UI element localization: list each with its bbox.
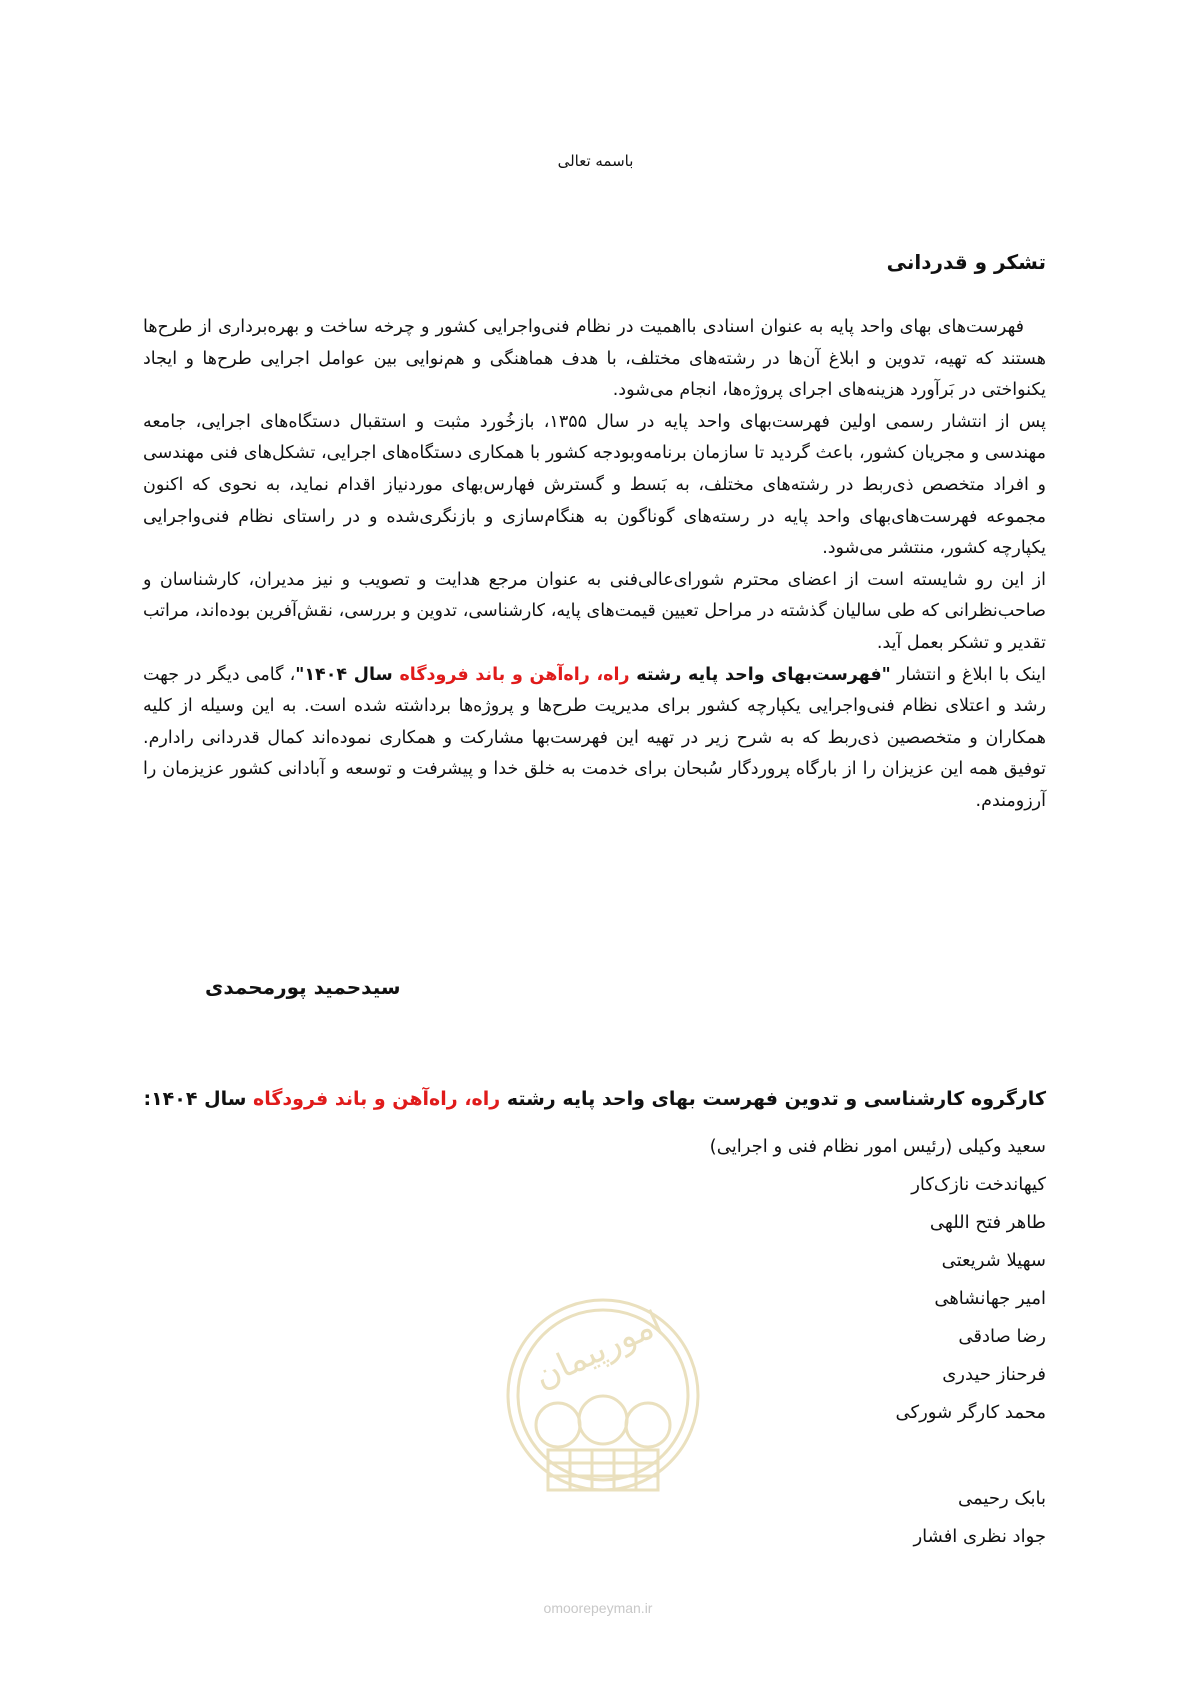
basmala: باسمه تعالی xyxy=(557,152,634,170)
team-member: سعید وکیلی (رئیس امور نظام فنی و اجرایی) xyxy=(709,1136,1046,1157)
signature-name: سیدحمید پورمحمدی xyxy=(205,975,401,999)
page-title: تشکر و قدردانی xyxy=(886,250,1046,274)
team-member: طاهر فتح اللهی xyxy=(929,1212,1046,1233)
paragraph-4-rest: ، گامی دیگر در جهت رشد و اعتلای نظام فنی‌واجرایی یکپارچه کشور برای مدیریت طرح‌ها و پروژه‌ها برداشته شده است. به این وسیله از کلیه همکاران و متخصصین ذی‌ربط که به شرح زیر در تهیه این فهرست‌بها مشارکت و همکاری نموده‌اند کمال قدردانی رادارم. توفیق همه این عزیزان را از بارگاه پروردگار سُبحان برای خدمت به خلق خدا و پیشرفت و توسعه و آبادانی کشور عزیزمان را آرزومندم. xyxy=(143,664,1046,811)
field-name-highlight: راه، راه‌آهن و باند فرودگاه xyxy=(399,664,630,685)
team-title-highlight: راه، راه‌آهن و باند فرودگاه xyxy=(253,1088,501,1110)
paragraph-3: از این رو شایسته است از اعضای محترم شورای‌عالی‌فنی به عنوان مرجع هدایت و تصویب و نیز مدیران، کارشناسان و صاحب‌نظرانی که طی سالیان گذشته در مراحل تعیین قیمت‌های پایه، کارشناسی، تدوین و بررسی، نقش‌آفرین بوده‌اند، مراتب تقدیر و تشکر بعمل آید. xyxy=(143,569,1046,653)
team-title-suffix: سال ۱۴۰۴: xyxy=(143,1088,254,1110)
team-title-prefix: کارگروه کارشناسی و تدوین فهرست بهای واحد پایه رشته xyxy=(500,1088,1046,1110)
price-list-title: "فهرست‌بهای واحد پایه رشته xyxy=(629,664,891,685)
team-member: امیر جهانشاهی xyxy=(934,1288,1046,1309)
price-list-year: سال ۱۴۰۴" xyxy=(295,664,400,685)
team-member: جواد نظری افشار xyxy=(913,1526,1046,1547)
watermark-logo-text: امورپیمان xyxy=(528,1303,669,1397)
team-member: محمد کارگر شورکی xyxy=(895,1402,1046,1423)
team-member: رضا صادقی xyxy=(958,1326,1046,1347)
omoorepeyman-logo-icon xyxy=(498,1290,708,1600)
paragraph-4-intro: اینک با ابلاغ و انتشار xyxy=(890,664,1046,685)
team-member: بابک رحیمی xyxy=(958,1488,1046,1509)
team-member: کیهاندخت نازک‌کار xyxy=(911,1174,1046,1195)
acknowledgement-body xyxy=(143,312,1046,818)
team-member: فرحناز حیدری xyxy=(942,1364,1046,1385)
team-title xyxy=(143,1088,1046,1110)
paragraph-2: پس از انتشار رسمی اولین فهرست‌بهای واحد پایه در سال ۱۳۵۵، بازخُورد مثبت و استقبال دستگاه‌های اجرایی، جامعه مهندسی و مجریان کشور، باعث گردید تا سازمان برنامه‌وبودجه کشور با همکاری دستگاه‌های اجرایی، تشکل‌های فنی مهندسی و افراد متخصص ذی‌ربط در رشته‌های مختلف، به بَسط و گسترش فهارس‌بهای موردنیاز اقدام نماید، به نحوی که اکنون مجموعه فهرست‌های‌بهای واحد پایه در رسته‌های گوناگون به هنگام‌سازی و بازنگری‌شده و در راستای نظام فنی‌واجرایی یکپارچه کشور، منتشر می‌شود. xyxy=(143,411,1046,559)
paragraph-1: فهرست‌های بهای واحد پایه به عنوان اسنادی بااهمیت در نظام فنی‌واجرایی کشور و چرخه ساخت و بهره‌برداری از طرح‌ها هستند که تهیه، تدوین و ابلاغ آن‌ها در رشته‌های مختلف، با هدف هماهنگی و هم‌نوایی بین عوامل اجرایی طرح‌ها و ایجاد یکنواختی در بَرآورد هزینه‌های اجرای پروژه‌ها، انجام می‌شود. xyxy=(143,317,1046,401)
paragraph-4 xyxy=(143,660,1046,818)
team-member: سهیلا شریعتی xyxy=(941,1250,1046,1271)
watermark-url: omoorepeyman.ir xyxy=(543,1600,653,1616)
